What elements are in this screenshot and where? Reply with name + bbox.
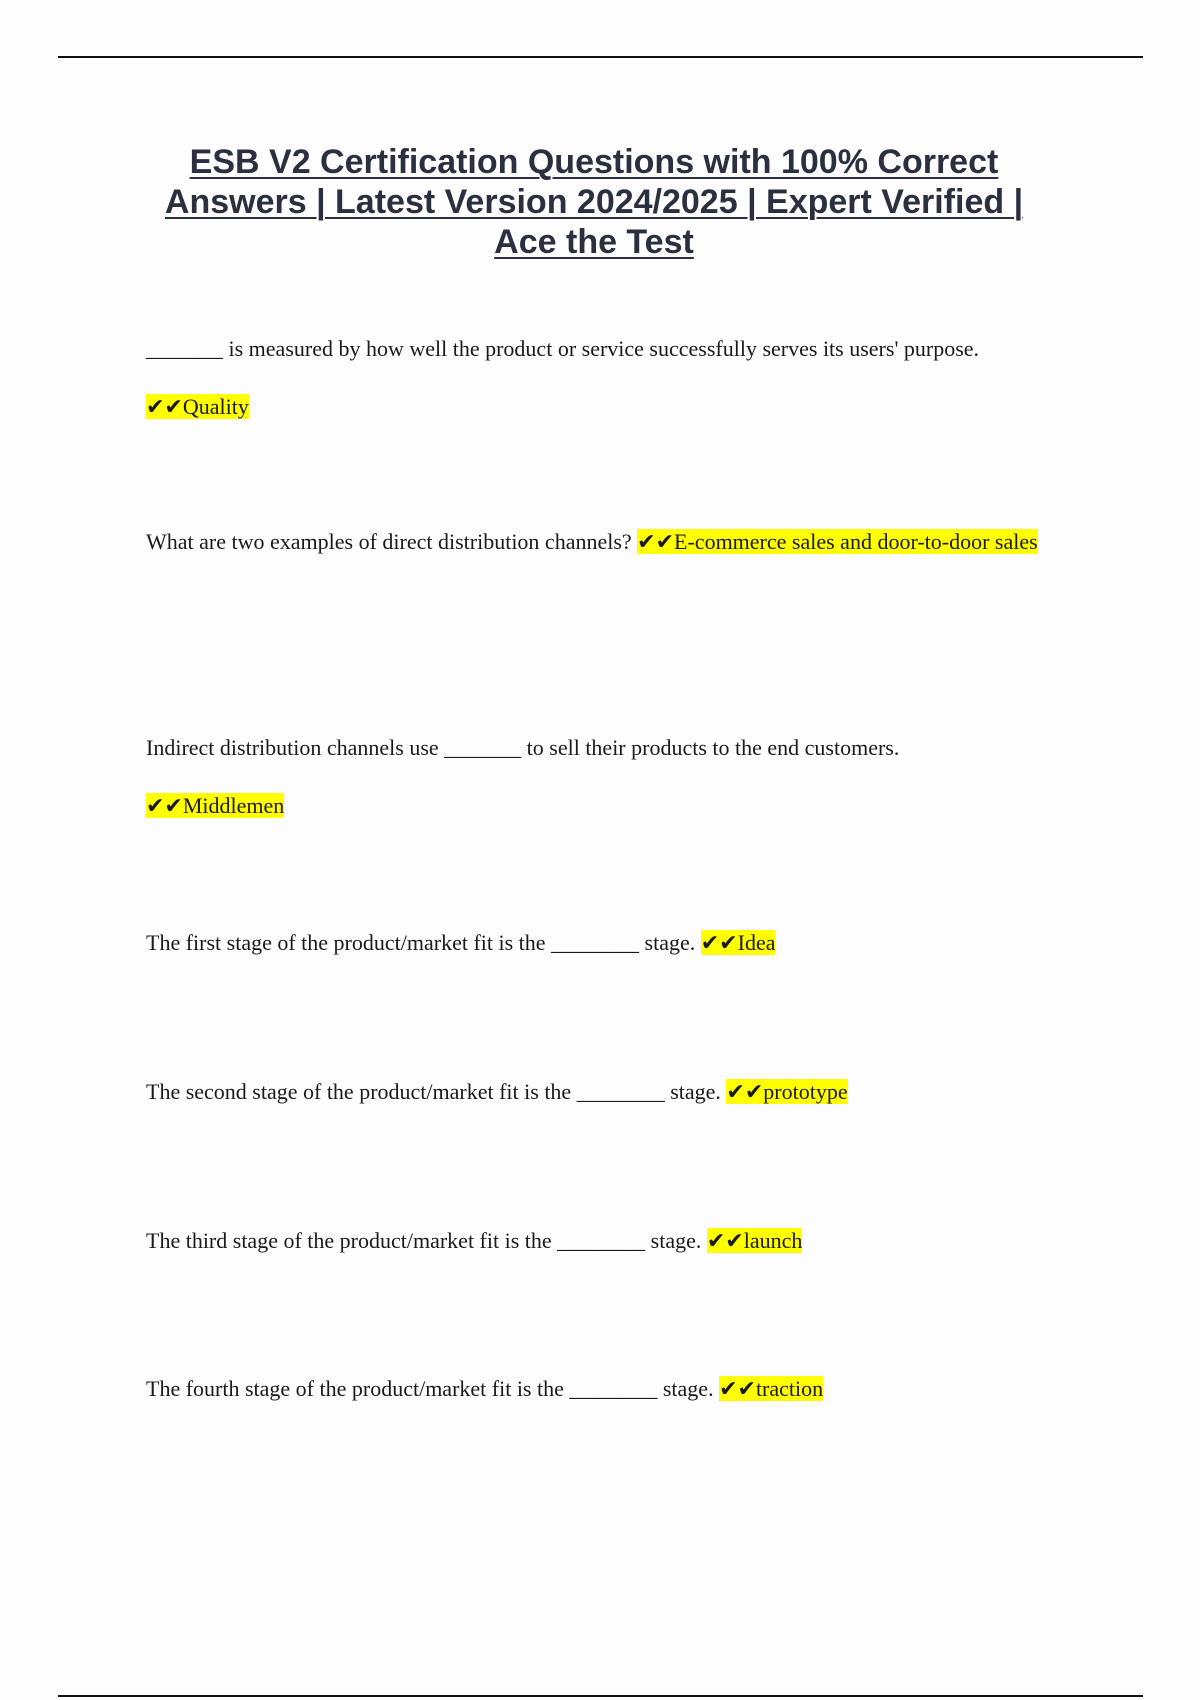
question-text: _______ is measured by how well the product or service successfully serves its users' purpose.	[146, 336, 980, 361]
question-3	[146, 719, 1076, 835]
top-rule	[58, 56, 1143, 58]
question-6	[146, 1223, 1076, 1259]
question-5	[146, 1074, 1076, 1110]
question-1	[146, 320, 1076, 436]
answer-highlight: ✔✔prototype	[726, 1079, 848, 1104]
answer-highlight: ✔✔Quality	[146, 394, 249, 419]
answer-highlight: ✔✔traction	[719, 1376, 824, 1401]
answer-highlight: ✔✔launch	[706, 1228, 803, 1253]
question-text: The first stage of the product/market fit is the ________ stage.	[146, 930, 696, 955]
bottom-rule	[58, 1695, 1143, 1697]
question-text: The second stage of the product/market fit is the ________ stage.	[146, 1079, 721, 1104]
answer-highlight: ✔✔E-commerce sales and door-to-door sales	[637, 529, 1038, 554]
question-text: Indirect distribution channels use _______ to sell their products to the end customers.	[146, 735, 900, 760]
question-7	[146, 1371, 1076, 1407]
question-text: What are two examples of direct distribution channels?	[146, 529, 632, 554]
question-4	[146, 925, 1076, 961]
question-text: The third stage of the product/market fit is the ________ stage.	[146, 1228, 702, 1253]
answer-highlight: ✔✔Idea	[700, 930, 776, 955]
document-title: ESB V2 Certification Questions with 100% Correct Answers | Latest Version 2024/2025 | Expert Verified | Ace the Test	[164, 143, 1024, 261]
answer-highlight: ✔✔Middlemen	[146, 793, 285, 818]
question-2	[146, 512, 1076, 572]
question-text: The fourth stage of the product/market fit is the ________ stage.	[146, 1376, 714, 1401]
